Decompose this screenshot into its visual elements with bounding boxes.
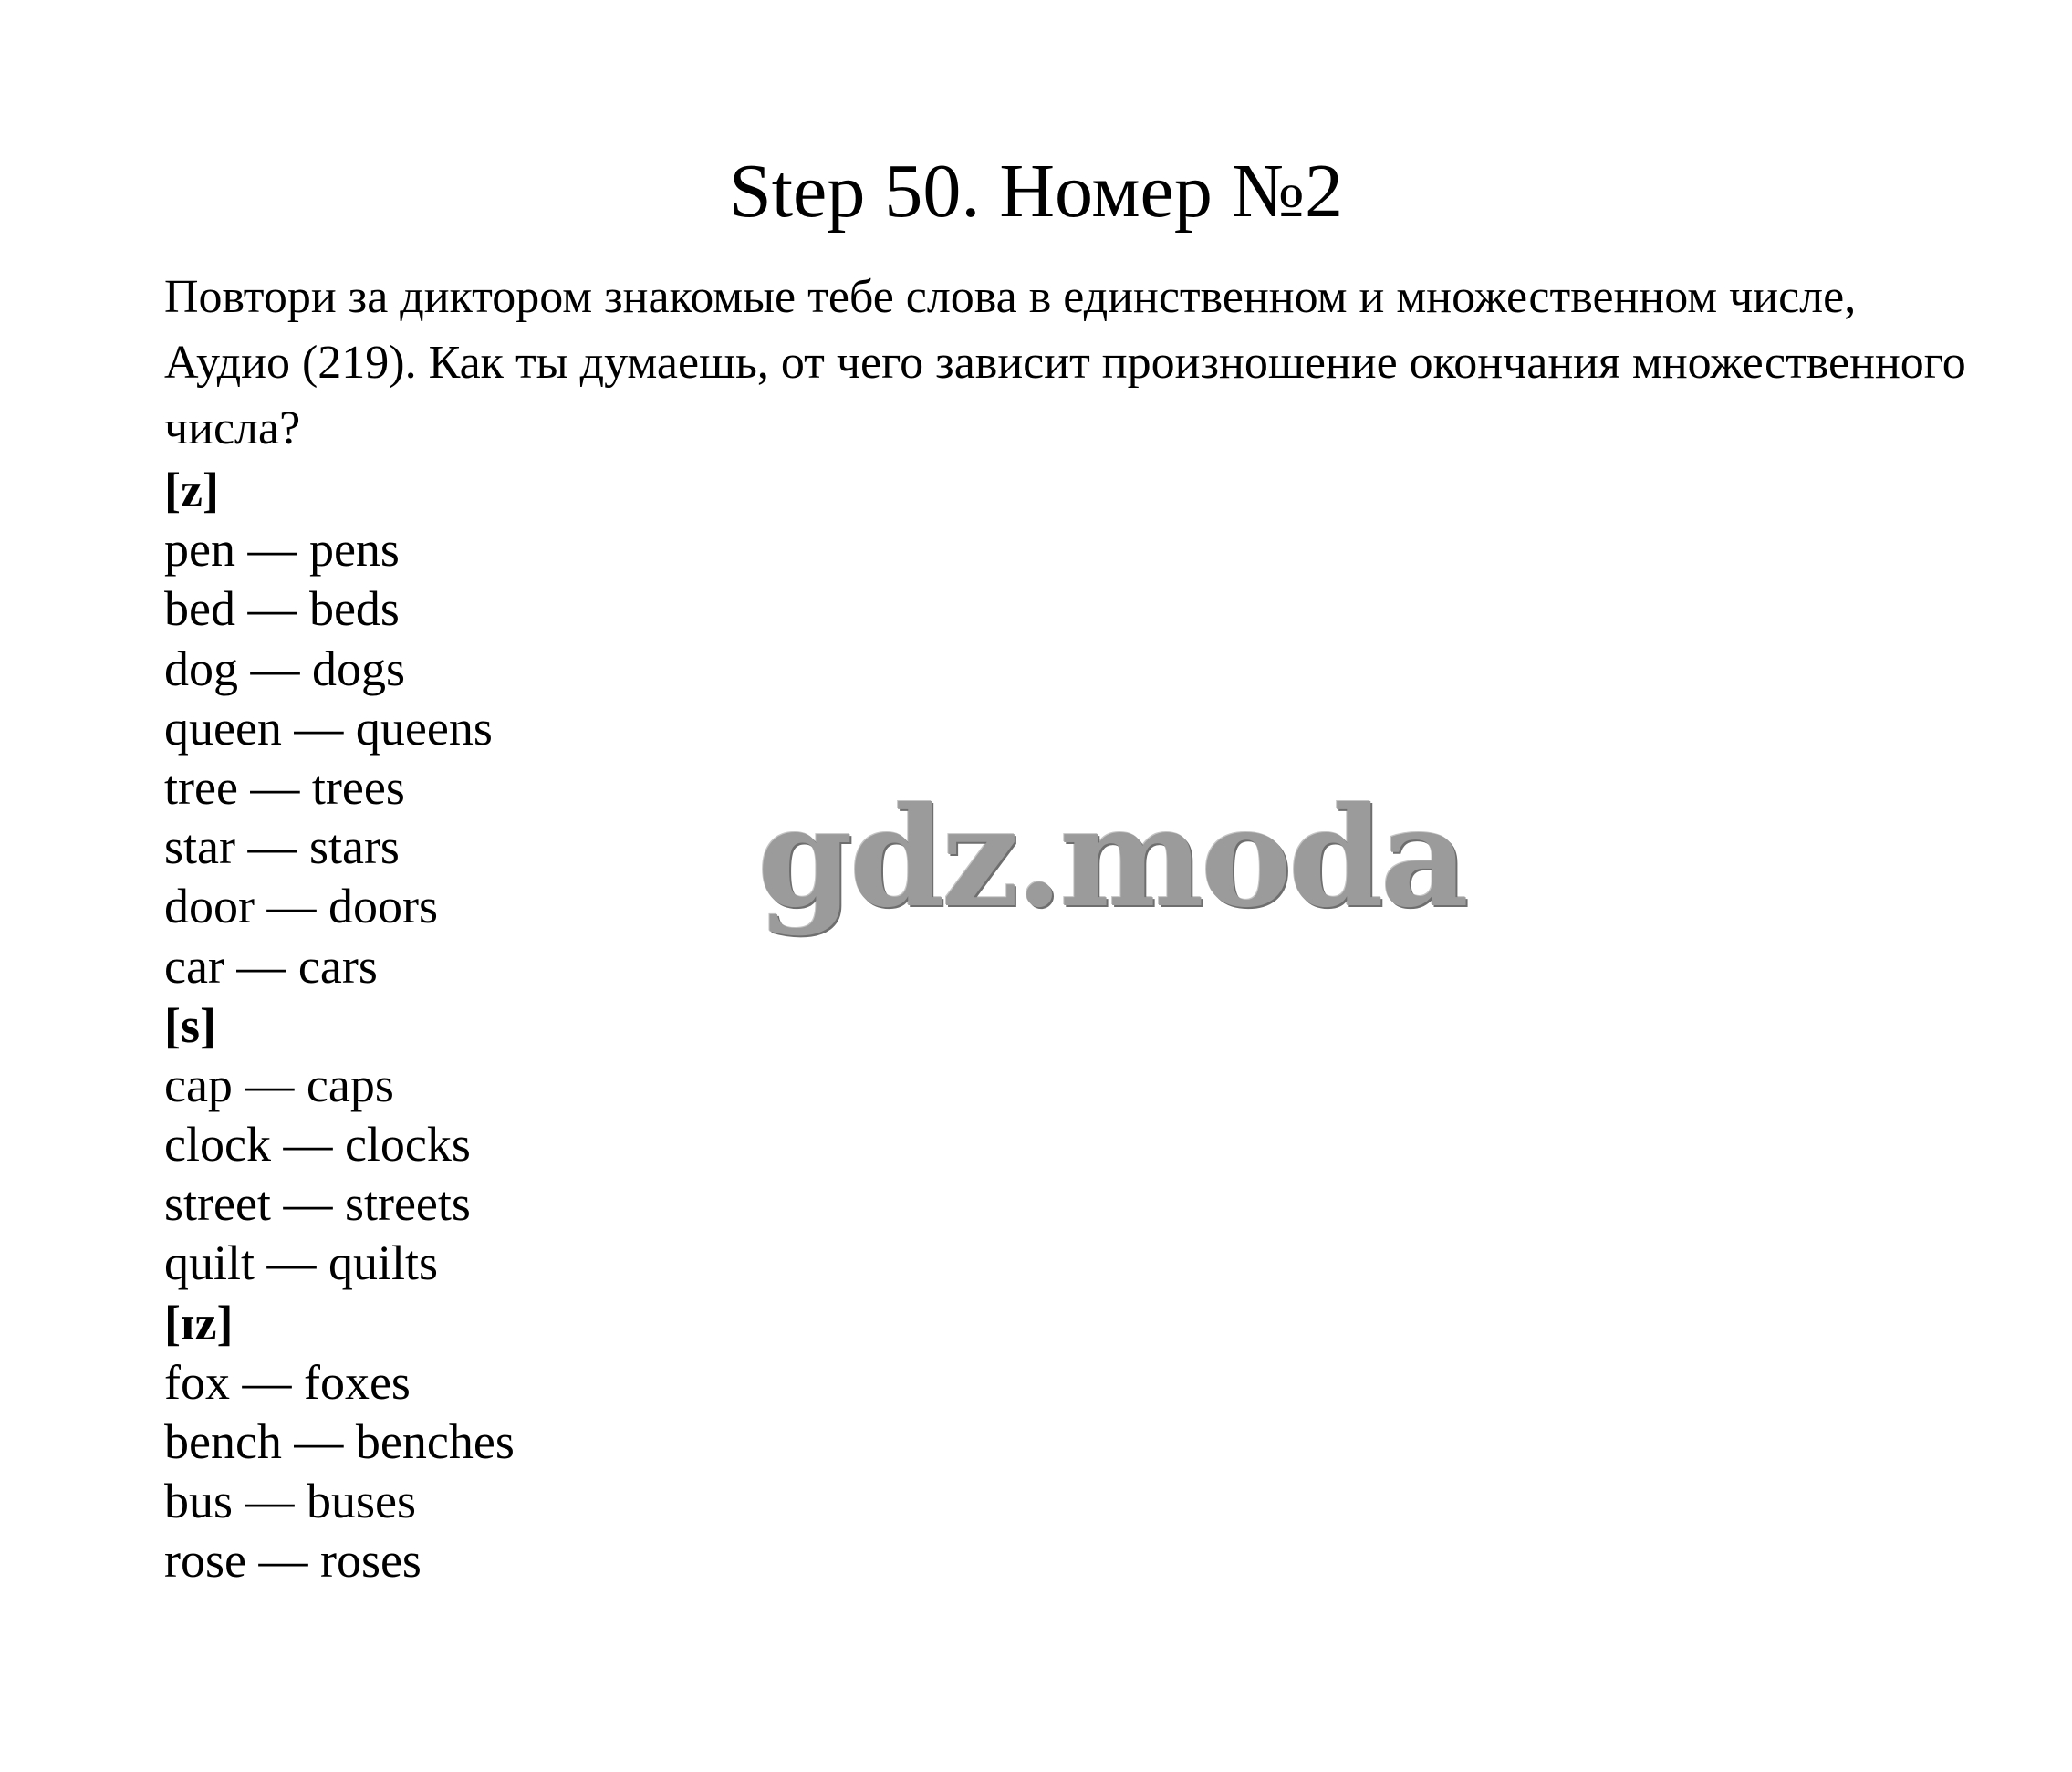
word-pair: cap — caps xyxy=(164,1057,394,1112)
word-pair: car — cars xyxy=(164,938,378,994)
word-list xyxy=(164,461,515,1591)
watermark-logo: gdz.moda xyxy=(757,777,1466,938)
word-pair: rose — roses xyxy=(164,1533,422,1589)
word-pair: door — doors xyxy=(164,879,438,934)
word-pair: star — stars xyxy=(164,819,400,875)
word-pair: queen — queens xyxy=(164,700,493,756)
group-header-s: [s] xyxy=(164,997,216,1053)
group-header-z: [z] xyxy=(164,463,219,517)
group-header-iz: [ɪz] xyxy=(164,1295,234,1350)
page-title: Step 50. Номер №2 xyxy=(729,149,1343,234)
word-pair: bench — benches xyxy=(164,1414,515,1469)
word-pair: clock — clocks xyxy=(164,1117,471,1173)
word-pair: quilt — quilts xyxy=(164,1235,439,1291)
word-pair: street — streets xyxy=(164,1176,471,1232)
word-pair: fox — foxes xyxy=(164,1354,411,1410)
task-instruction: Повтори за диктором знакомые тебе слова в единственном и множественном числе, Аудио (219). Как ты думаешь, от чего зависит произношение окончания множественного числа? xyxy=(164,271,1966,454)
word-pair: bed — beds xyxy=(164,581,400,637)
word-pair: bus — buses xyxy=(164,1474,417,1529)
word-pair: pen — pens xyxy=(164,522,400,578)
word-pair: tree — trees xyxy=(164,759,405,815)
word-pair: dog — dogs xyxy=(164,641,406,696)
